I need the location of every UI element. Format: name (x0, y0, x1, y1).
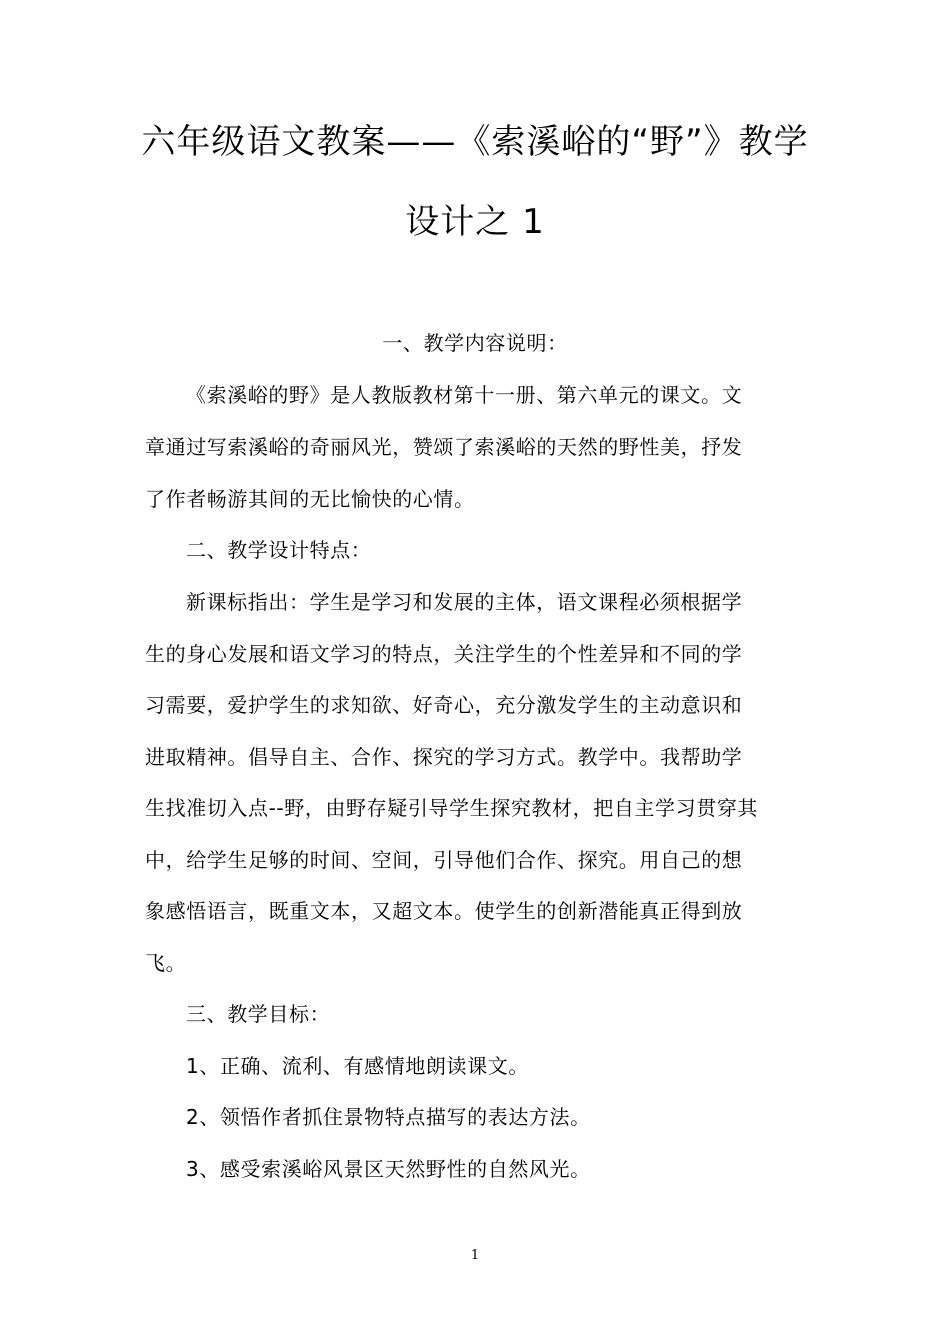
paragraph-line: 生的身心发展和语文学习的特点，关注学生的个性差异和不同的学 (145, 642, 743, 666)
section-heading-design-features: 二、教学设计特点： (186, 538, 372, 562)
paragraph-line: 生找准切入点--野，由野存疑引导学生探究教材，把自主学习贯穿其 (145, 796, 759, 820)
paragraph-line: 章通过写索溪峪的奇丽风光，赞颂了索溪峪的天然的野性美，抒发 (145, 435, 743, 459)
paragraph-line: 了作者畅游其间的无比愉快的心情。 (145, 487, 475, 511)
goal-item: 2、领悟作者抓住景物特点描写的表达方法。 (186, 1105, 591, 1129)
document-title-line-2: 设计之 1 (405, 202, 545, 242)
paragraph-line: 中，给学生足够的时间、空间，引导他们合作、探究。用自己的想 (145, 848, 743, 872)
paragraph-line: 进取精神。倡导自主、合作、探究的学习方式。教学中。我帮助学 (145, 745, 743, 769)
document-title-line-1: 六年级语文教案——《索溪峪的“野”》教学 (141, 122, 809, 162)
paragraph-line: 《索溪峪的野》是人教版教材第十一册、第六单元的课文。文 (186, 383, 743, 407)
paragraph-line: 新课标指出：学生是学习和发展的主体，语文课程必须根据学 (186, 590, 743, 614)
page-number: 1 (470, 1248, 480, 1263)
section-heading-teaching-goals: 三、教学目标： (186, 1002, 331, 1026)
paragraph-line: 飞。 (145, 951, 187, 975)
paragraph-line: 习需要，爱护学生的求知欲、好奇心，充分激发学生的主动意识和 (145, 693, 743, 717)
goal-item: 3、感受索溪峪风景区天然野性的自然风光。 (186, 1157, 591, 1181)
section-heading-content-description: 一、教学内容说明： (382, 331, 568, 355)
goal-item: 1、正确、流利、有感情地朗读课文。 (186, 1054, 529, 1078)
paragraph-line: 象感悟语言，既重文本，又超文本。使学生的创新潜能真正得到放 (145, 899, 743, 923)
